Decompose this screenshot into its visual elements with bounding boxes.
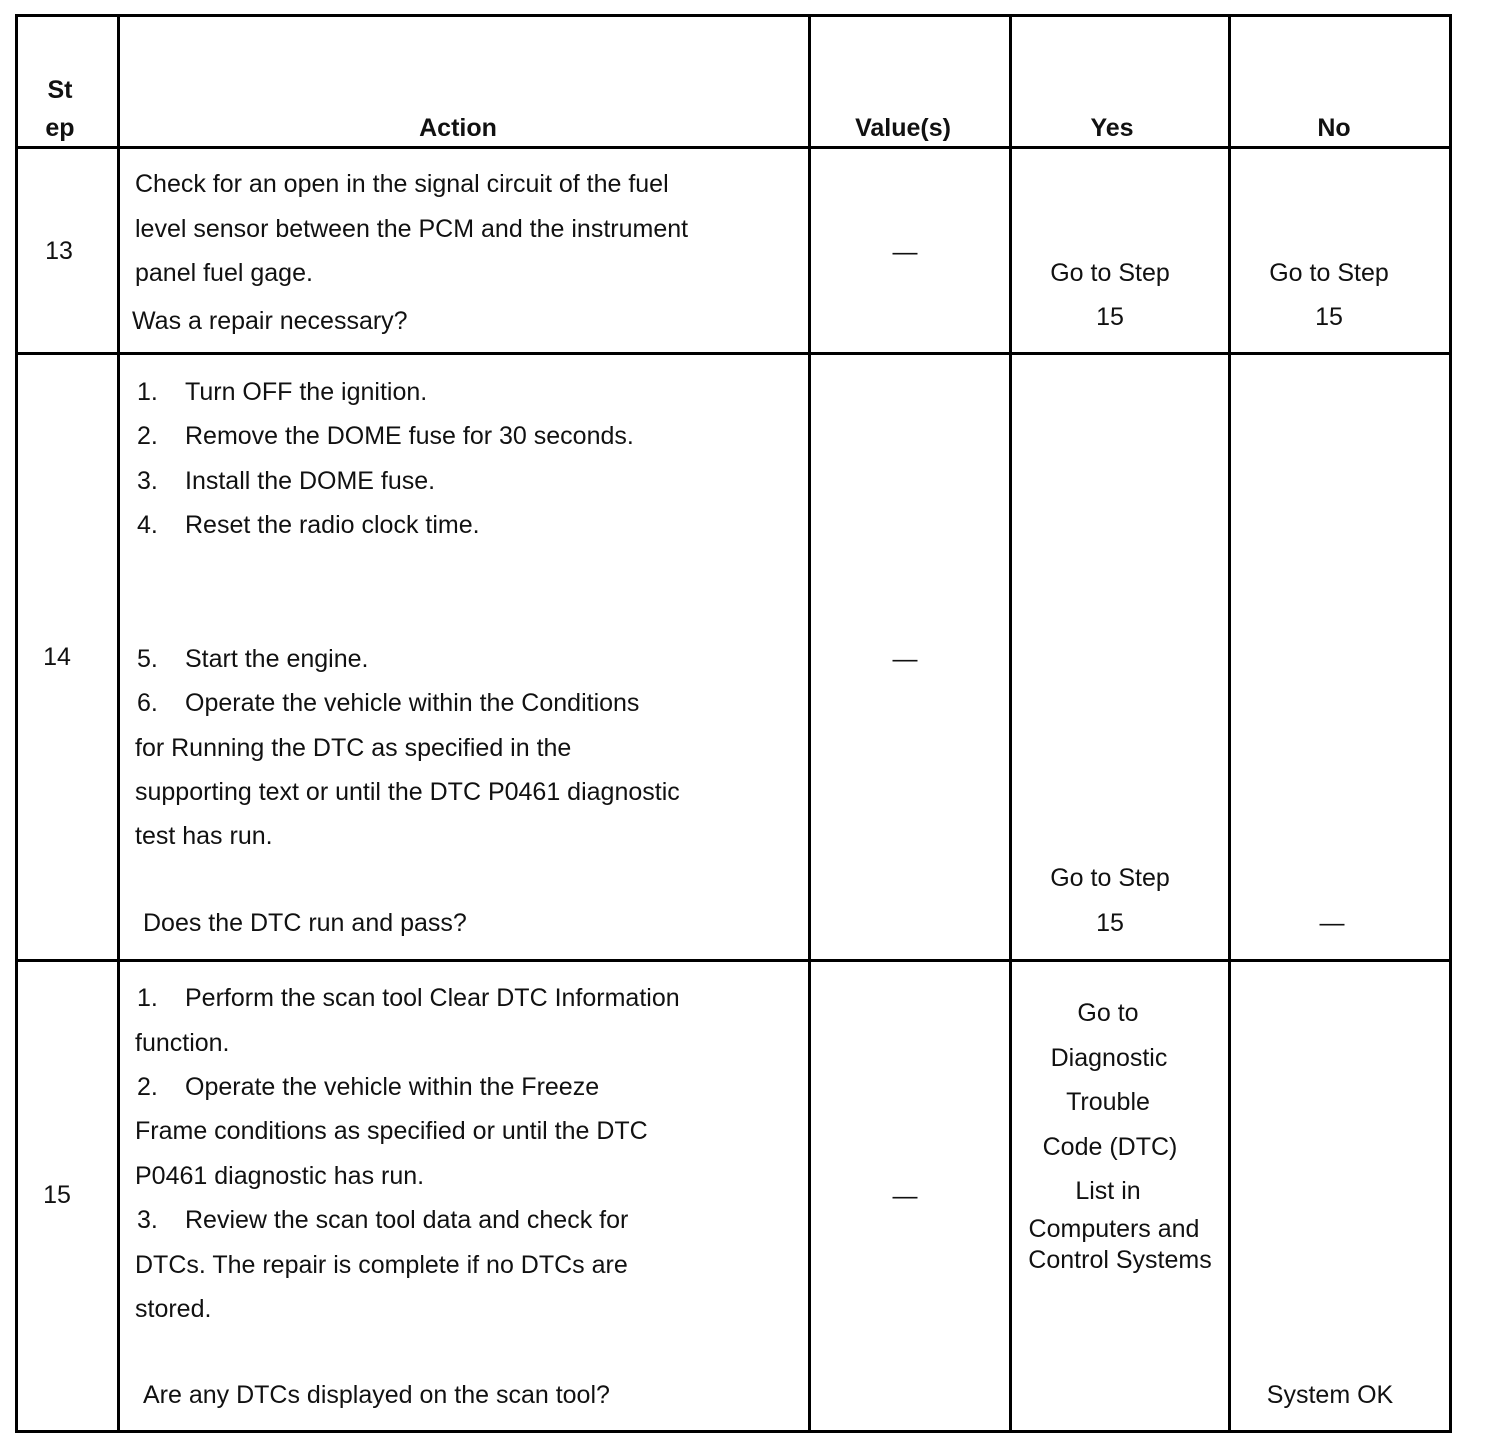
header-step-line2: ep (45, 114, 75, 142)
action-question: Are any DTCs displayed on the scan tool? (143, 1381, 610, 1409)
header-values: Value(s) (855, 114, 951, 142)
item-number: 6. (137, 689, 158, 717)
action-line (135, 1294, 211, 1324)
action-line: test has run. (135, 822, 273, 850)
item-number: 5. (137, 645, 158, 673)
action-line: level sensor between the PCM and the instrument (135, 215, 689, 243)
step-number: 13 (45, 237, 73, 265)
header-step-line1: St (47, 76, 73, 104)
yes-cell-line: Diagnostic (1050, 1044, 1168, 1072)
yes-cell-line: Computers and (1028, 1215, 1200, 1243)
col-divider-step (117, 14, 120, 1433)
row-divider-14 (15, 959, 1452, 962)
item-text: Turn OFF the ignition. (185, 378, 428, 406)
border-left (15, 14, 18, 1433)
step-number: 15 (43, 1181, 71, 1209)
yes-cell-line: Go to Step (1050, 259, 1170, 287)
action-item (137, 688, 639, 718)
item-text: Perform the scan tool Clear DTC Information (185, 984, 680, 1012)
item-text: Operate the vehicle within the Conditions (185, 689, 640, 717)
action-line: Check for an open in the signal circuit of the fuel (135, 170, 669, 198)
col-divider-action (808, 14, 811, 1433)
value-cell: — (892, 645, 918, 673)
action-line (135, 1116, 648, 1146)
action-line (135, 1250, 628, 1280)
yes-cell-line: 15 (1096, 909, 1124, 937)
item-text: Reset the radio clock time. (185, 511, 480, 539)
action-item (137, 510, 480, 540)
item-number: 2. (137, 1073, 158, 1101)
header-action: Action (419, 114, 497, 142)
header-no: No (1317, 114, 1351, 142)
action-question: Does the DTC run and pass? (143, 909, 467, 937)
action-question: Was a repair necessary? (132, 307, 408, 335)
item-text: Review the scan tool data and check for (185, 1206, 629, 1234)
no-cell: System OK (1266, 1381, 1394, 1409)
row-divider-13 (15, 352, 1452, 355)
yes-cell-line: Code (DTC) (1042, 1133, 1178, 1161)
no-cell-line: Go to Step (1269, 259, 1389, 287)
action-line (135, 1028, 230, 1058)
item-number: 1. (137, 984, 158, 1012)
border-right (1449, 14, 1452, 1433)
item-number: 3. (137, 467, 158, 495)
action-line: for Running the DTC as specified in the (135, 734, 572, 762)
action-item (137, 983, 680, 1013)
step-number: 14 (43, 643, 71, 671)
action-line: panel fuel gage. (135, 259, 313, 287)
item-number: 1. (137, 378, 158, 406)
yes-cell-line: Go to (1077, 999, 1139, 1027)
action-item (137, 377, 427, 407)
value-cell: — (892, 238, 918, 266)
item-number: 3. (137, 1206, 158, 1234)
item-text: DTCs. The repair is complete if no DTCs are (135, 1251, 628, 1279)
no-cell-line: 15 (1315, 303, 1343, 331)
yes-cell-line: Trouble (1066, 1088, 1150, 1116)
border-bottom (15, 1430, 1452, 1433)
col-divider-values (1009, 14, 1012, 1433)
item-text: Frame conditions as specified or until the DTC (135, 1117, 648, 1145)
header-yes: Yes (1090, 114, 1134, 142)
item-text: Start the engine. (185, 645, 369, 673)
item-text: Remove the DOME fuse for 30 seconds. (185, 422, 634, 450)
item-number: 4. (137, 511, 158, 539)
col-divider-yes (1228, 14, 1231, 1433)
action-item (137, 1205, 628, 1235)
border-top (15, 14, 1452, 17)
item-text: P0461 diagnostic has run. (135, 1162, 425, 1190)
yes-cell-line: Go to Step (1050, 864, 1170, 892)
action-item (137, 1072, 599, 1102)
action-item (137, 421, 634, 451)
item-text: Install the DOME fuse. (185, 467, 436, 495)
item-text: function. (135, 1029, 230, 1057)
item-text: stored. (135, 1295, 212, 1323)
action-item (137, 644, 368, 674)
yes-cell-line: Control Systems (1028, 1246, 1212, 1274)
no-cell: — (1319, 909, 1345, 937)
action-line: supporting text or until the DTC P0461 diagnostic (135, 778, 680, 806)
yes-cell-line: List in (1075, 1177, 1141, 1205)
header-divider (15, 146, 1452, 149)
action-item (137, 466, 435, 496)
value-cell: — (892, 1182, 918, 1210)
item-text: Operate the vehicle within the Freeze (185, 1073, 600, 1101)
action-line (135, 1161, 424, 1191)
item-number: 2. (137, 422, 158, 450)
yes-cell-line: 15 (1096, 303, 1124, 331)
